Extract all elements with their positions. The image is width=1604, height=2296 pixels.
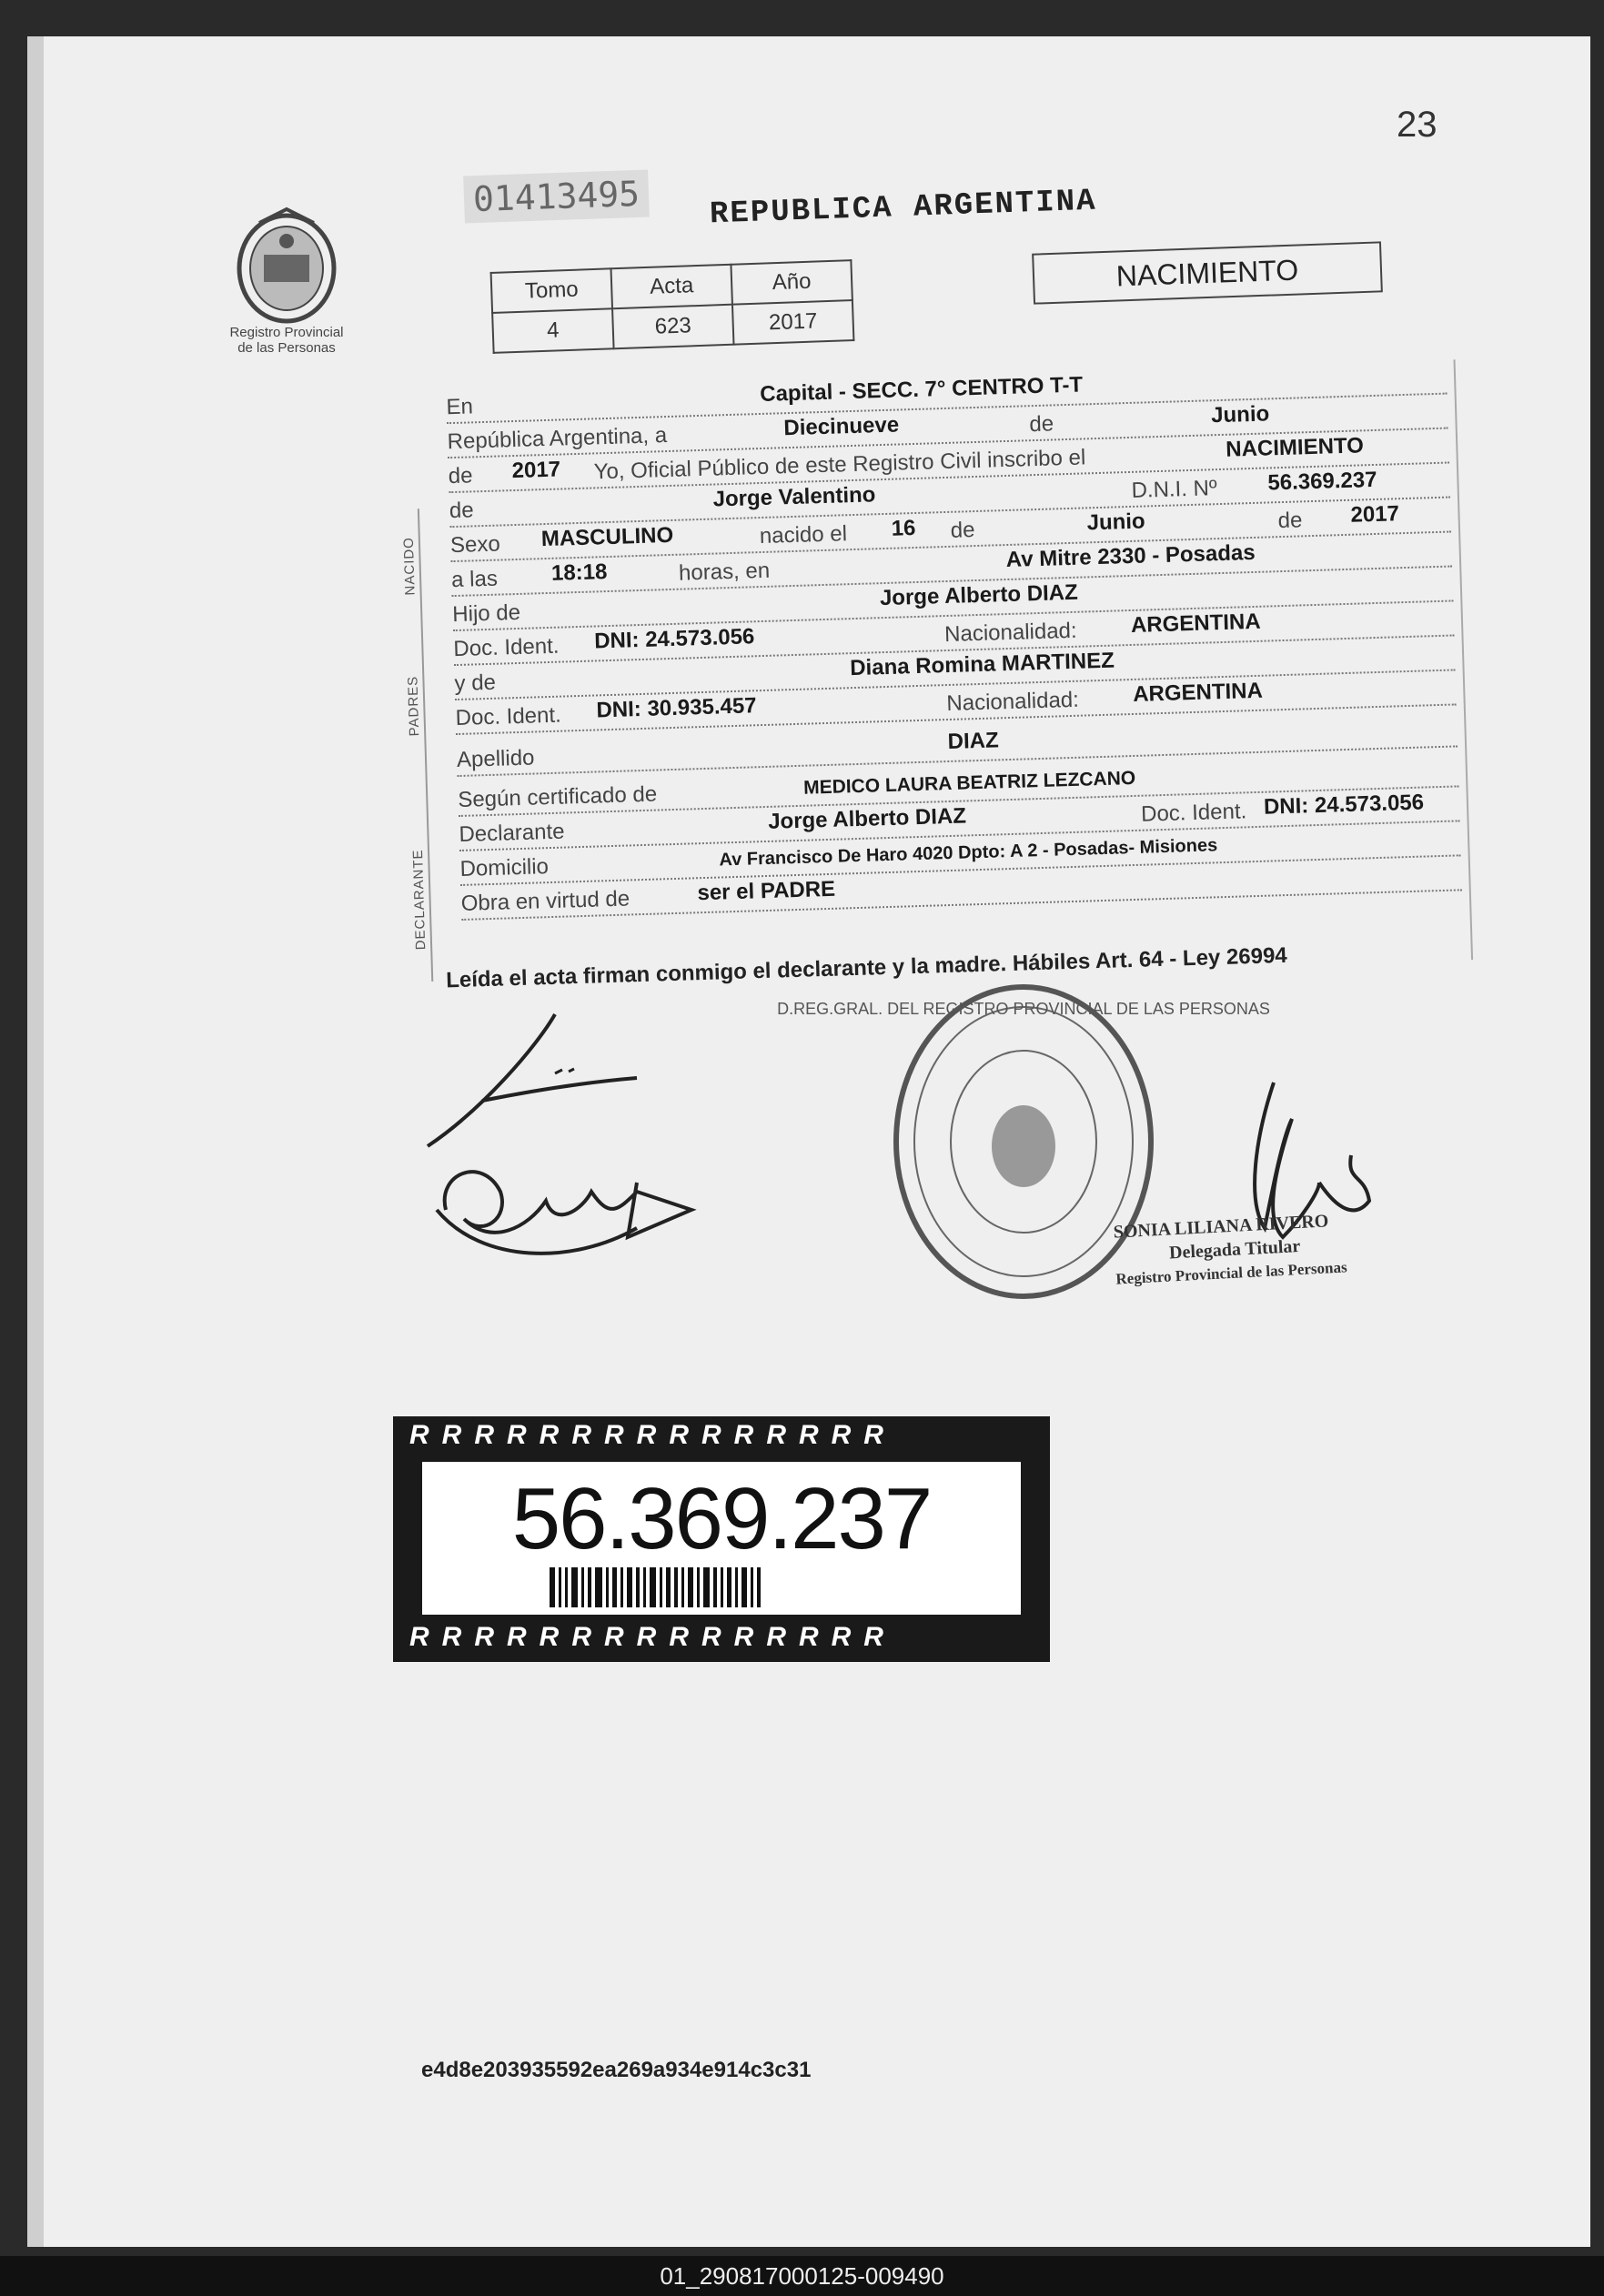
barcode-bar [627,1567,632,1607]
barcode-bar [688,1567,693,1607]
stamp-name: SONIA LILIANA RIVERO [1113,1211,1329,1243]
barcode-bar [674,1567,678,1607]
side-label-padres: PADRES [405,675,423,737]
label-de-name: de [449,498,475,524]
value-capacity: ser el PADRE [697,876,836,906]
value-certificate-by: MEDICO LAURA BEATRIZ LEZCANO [802,767,1136,799]
value-mother-name: Diana Romina MARTINEZ [849,648,1115,681]
value-month: Junio [1210,401,1270,428]
label-obra: Obra en virtud de [460,886,631,916]
table-header-ano: Año [731,260,852,305]
side-label-nacido: NACIDO [400,536,419,596]
label-dni: D.N.I. Nº [1131,476,1218,503]
label-nacido: nacido el [759,521,848,549]
table-header-acta: Acta [611,265,732,309]
label-inscribo: Yo, Oficial Público de este Registro Civil inscribo el [593,445,1086,485]
record-type-box: NACIMIENTO [1032,241,1383,304]
crest-caption [223,325,350,356]
barcode-bar [565,1567,568,1607]
value-birth-month: Junio [1086,509,1146,536]
crest-caption-line2: de las Personas [237,340,336,356]
label-hijo-de: Hijo de [451,599,521,628]
value-birth-day: 16 [891,515,916,541]
barcode-bar [636,1567,640,1607]
stamp-role: Delegada Titular [1168,1235,1301,1264]
barcode-bars [550,1567,895,1607]
label-doc-ident-father: Doc. Ident. [453,633,560,662]
value-mother-doc: DNI: 30.935.457 [596,693,757,723]
barcode-bar [727,1567,731,1607]
barcode-bar [643,1567,646,1607]
barcode-bar [588,1567,591,1607]
side-label-declarante: DECLARANTE [409,849,429,951]
label-segun: Según certificado de [457,781,658,813]
barcode-bar [606,1567,609,1607]
value-father-name: Jorge Alberto DIAZ [879,579,1079,611]
stamp-org: Registro Provincial de las Personas [1115,1258,1348,1288]
label-domicilio: Domicilio [459,854,550,881]
value-day-words: Diecinueve [782,412,900,441]
barcode-bar [650,1567,656,1607]
label-de-birth-year: de [1277,508,1303,534]
label-en: En [446,394,474,420]
value-address: Av Francisco De Haro 4020 Dpto: A 2 - Posadas- Misiones [719,835,1218,871]
official-stamp [1113,1208,1347,1291]
barcode-bar [571,1567,578,1607]
table-value-ano: 2017 [732,300,853,345]
label-y-de: y de [454,670,497,697]
barcode-label [422,1462,1021,1615]
barcode-bar [751,1567,753,1607]
barcode-number: 56.369.237 [511,1470,932,1567]
birth-record-form [391,359,1472,972]
value-sex: MASCULINO [540,522,674,552]
value-year: 2017 [511,457,561,484]
document-title: REPUBLICA ARGENTINA [709,184,1098,233]
barcode-bar [660,1567,662,1607]
label-de-day: de [950,518,975,543]
barcode-bar [741,1567,747,1607]
seal-text: D.REG.GRAL. DEL REGISTRO PROVINCIAL DE LAS PERSONAS [777,1000,1270,1018]
barcode-bar [595,1567,602,1607]
barcode-bar [697,1567,700,1607]
label-declarante: Declarante [459,819,565,847]
label-doc-ident-mother: Doc. Ident. [455,702,562,731]
sticker-pattern-top: RRRRRRRRRRRRRRR [409,1420,896,1450]
crest-icon [223,205,350,323]
table-header-tomo: Tomo [491,268,612,313]
value-child-dni: 56.369.237 [1267,467,1377,496]
value-place: Capital - SECC. 7° CENTRO T-T [759,372,1084,407]
document-hash: e4d8e203935592ea269a934e914c3c31 [421,2058,812,2082]
barcode-bar [735,1567,738,1607]
label-a-las: a las [450,566,499,593]
barcode-bar [559,1567,561,1607]
value-birth-year: 2017 [1350,501,1400,528]
barcode-bar [703,1567,710,1607]
page-number: 23 [1397,105,1438,145]
value-birth-place: Av Mitre 2330 - Posadas [1005,539,1256,573]
label-nacionalidad-mother: Nacionalidad: [946,687,1080,717]
barcode-bar [721,1567,723,1607]
sticker-pattern-bottom: RRRRRRRRRRRRRRR [409,1622,896,1652]
barcode-bar [666,1567,671,1607]
closing-statement: Leída el acta firman conmigo el declarante y la madre. Hábiles Art. 64 - Ley 26994 [445,942,1288,993]
barcode-bar [713,1567,717,1607]
value-birth-time: 18:18 [550,559,608,586]
registry-number-stamp: 01413495 [463,169,650,223]
footer-id: 01_290817000125-009490 [0,2256,1604,2296]
barcode-bar [612,1567,617,1607]
label-sexo: Sexo [449,531,501,559]
barcode-bar [550,1567,555,1607]
barcode-bar [681,1567,684,1607]
id-barcode-sticker [393,1416,1050,1662]
value-mother-nationality: ARGENTINA [1132,678,1264,707]
value-declarant-name: Jorge Alberto DIAZ [767,803,967,834]
label-nacionalidad-father: Nacionalidad: [943,618,1077,648]
value-act-type: NACIMIENTO [1225,433,1365,462]
mother-signature [428,1155,719,1283]
value-declarant-doc: DNI: 24.573.056 [1263,790,1425,820]
barcode-bar [581,1567,584,1607]
crest-caption-line1: Registro Provincial [229,325,344,340]
table-value-acta: 623 [612,305,733,349]
value-child-name: Jorge Valentino [712,482,876,512]
label-horas: horas, en [678,558,771,586]
value-surname: DIAZ [947,728,1000,755]
label-republica: República Argentina, a [447,423,668,455]
value-father-doc: DNI: 24.573.056 [593,624,755,654]
label-de-month: de [1028,411,1054,438]
tomo-acta-table [490,259,855,354]
label-de-year: de [448,463,473,489]
declarant-signature [419,1010,691,1155]
label-apellido: Apellido [456,745,535,773]
barcode-bar [620,1567,623,1607]
table-value-tomo: 4 [492,308,613,353]
provincial-crest [223,205,350,356]
label-doc-ident-declarant: Doc. Ident. [1140,799,1247,827]
barcode-bar [757,1567,761,1607]
value-father-nationality: ARGENTINA [1130,609,1262,638]
